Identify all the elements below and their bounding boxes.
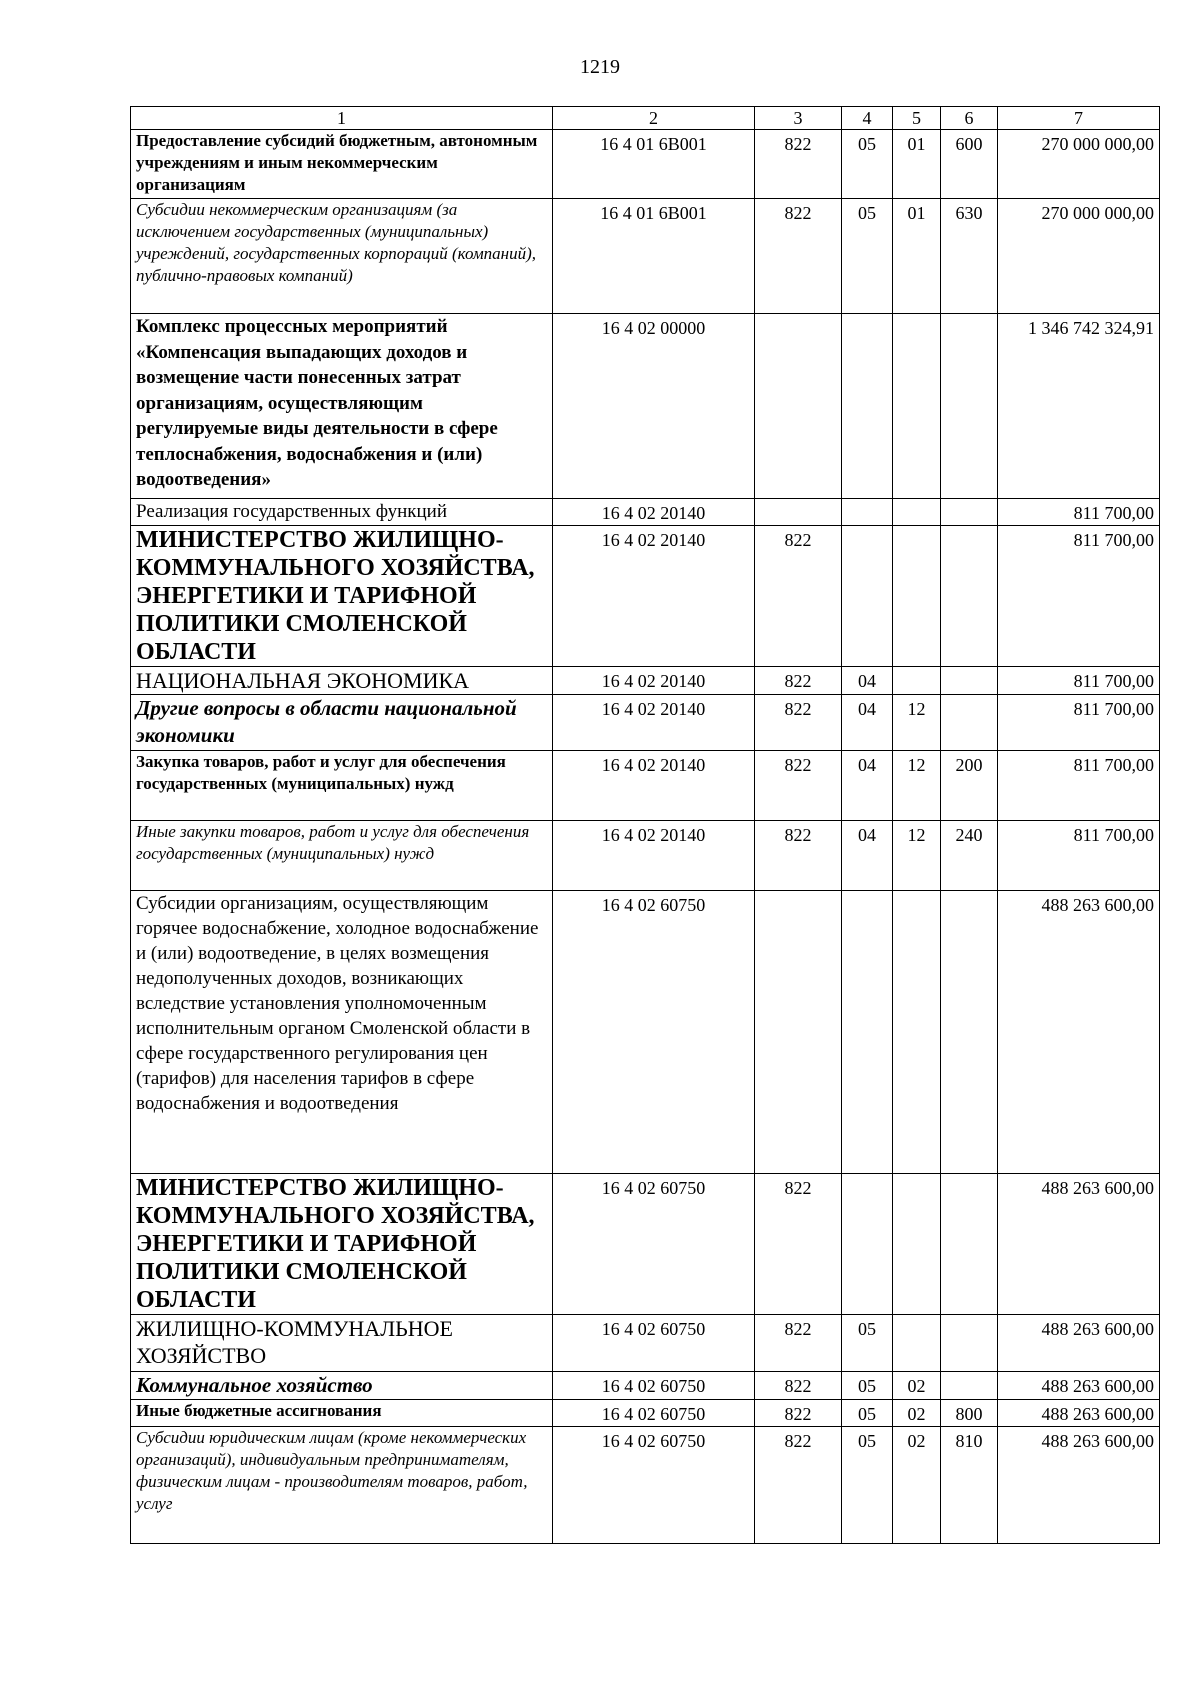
subsection-code: 12 (907, 825, 926, 845)
section-code (847, 499, 887, 501)
target-code: 16 4 02 20140 (601, 755, 706, 775)
dept-code: 822 (784, 1376, 812, 1396)
expense-type-code (946, 1174, 992, 1176)
expense-type-code (946, 499, 992, 501)
dept-code: 822 (784, 1178, 812, 1198)
subsection-code (898, 526, 935, 528)
target-code: 16 4 02 20140 (601, 503, 706, 523)
amount: 811 700,00 (1073, 671, 1154, 691)
amount: 488 263 600,00 (1041, 1319, 1154, 1339)
table-row (131, 1315, 1160, 1372)
table-row (131, 314, 1160, 499)
amount: 488 263 600,00 (1041, 1178, 1154, 1198)
dept-code: 822 (784, 1431, 812, 1451)
row-name: Субсидии организациям, осуществляющим горячее водоснабжение, холодное водоснабжение и (или) водоотведение, в целях возмещения недополученных доходов, возникающих вследствие установления уполномоченным исполнительным органом Смоленской области в сфере государственного регулирования цен (тарифов) для населения тарифов в сфере водоснабжения и водоотведения (131, 891, 553, 1174)
target-code: 16 4 02 60750 (601, 895, 706, 915)
subsection-code: 02 (907, 1404, 926, 1424)
row-name: Предоставление субсидий бюджетным, автономным учреждениям и иным некоммерческим организациям (131, 130, 553, 199)
expense-type-code (946, 314, 992, 316)
expense-type-code (946, 695, 992, 697)
dept-code: 822 (784, 671, 812, 691)
subsection-code: 01 (907, 203, 926, 223)
subsection-code: 02 (907, 1376, 926, 1396)
row-name: Субсидии некоммерческим организациям (за исключением государственных (муниципальных) учреждений, государственных корпораций (компаний), публично-правовых компаний) (131, 199, 553, 314)
subsection-code (898, 667, 935, 669)
target-code: 16 4 01 6В001 (600, 134, 707, 154)
amount: 488 263 600,00 (1041, 1404, 1154, 1424)
dept-code: 822 (784, 203, 812, 223)
section-code (847, 1174, 887, 1176)
column-header: 2 (553, 107, 755, 130)
target-code: 16 4 02 20140 (601, 699, 706, 719)
dept-code: 822 (784, 699, 812, 719)
column-header: 6 (941, 107, 998, 130)
expense-type-code (946, 667, 992, 669)
table-row (131, 891, 1160, 1174)
expense-type-code: 630 (955, 203, 983, 223)
table-row (131, 526, 1160, 667)
column-header: 5 (893, 107, 941, 130)
section-code (847, 314, 887, 316)
table-row (131, 751, 1160, 821)
subsection-code: 12 (907, 755, 926, 775)
dept-code: 822 (784, 1404, 812, 1424)
dept-code: 822 (784, 755, 812, 775)
target-code: 16 4 02 20140 (601, 530, 706, 550)
dept-code: 822 (784, 134, 812, 154)
row-name: ЖИЛИЩНО-КОММУНАЛЬНОЕ ХОЗЯЙСТВО (131, 1315, 553, 1372)
row-name: Иные закупки товаров, работ и услуг для обеспечения государственных (муниципальных) нужд (131, 821, 553, 891)
row-name: МИНИСТЕРСТВО ЖИЛИЩНО-КОММУНАЛЬНОГО ХОЗЯЙСТВА, ЭНЕРГЕТИКИ И ТАРИФНОЙ ПОЛИТИКИ СМОЛЕНСКОЙ ОБЛАСТИ (131, 526, 553, 667)
target-code: 16 4 02 20140 (601, 671, 706, 691)
dept-code (760, 499, 836, 501)
expense-type-code (946, 526, 992, 528)
target-code: 16 4 02 00000 (601, 318, 706, 338)
section-code (847, 891, 887, 893)
table-row (131, 1427, 1160, 1544)
dept-code: 822 (784, 530, 812, 550)
subsection-code: 01 (907, 134, 926, 154)
section-code: 05 (858, 1376, 876, 1396)
section-code: 05 (858, 1404, 876, 1424)
expense-type-code: 810 (955, 1431, 983, 1451)
target-code: 16 4 01 6В001 (600, 203, 707, 223)
expense-type-code (946, 1372, 992, 1374)
row-name: Закупка товаров, работ и услуг для обеспечения государственных (муниципальных) нужд (131, 751, 553, 821)
section-code: 05 (858, 1319, 876, 1339)
subsection-code: 12 (907, 699, 926, 719)
table-row (131, 1372, 1160, 1400)
amount: 1 346 742 324,91 (1028, 318, 1154, 338)
budget-table (130, 106, 1160, 1544)
section-code: 05 (858, 1431, 876, 1451)
subsection-code: 02 (907, 1431, 926, 1451)
page-number: 1219 (580, 56, 620, 78)
expense-type-code: 600 (955, 134, 983, 154)
target-code: 16 4 02 60750 (601, 1319, 706, 1339)
row-name: Комплекс процессных мероприятий «Компенсация выпадающих доходов и возмещение части понесенных затрат организациям, осуществляющим регулируемые виды деятельности в сфере теплоснабжения, водоснабжения и (или) водоотведения» (131, 314, 553, 499)
section-code (847, 526, 887, 528)
table-header-row (131, 107, 1160, 130)
dept-code (760, 891, 836, 893)
column-header: 7 (998, 107, 1160, 130)
row-name: Коммунальное хозяйство (131, 1372, 553, 1400)
target-code: 16 4 02 60750 (601, 1431, 706, 1451)
row-name: Субсидии юридическим лицам (кроме некоммерческих организаций), индивидуальным предпринимателям, физическим лицам - производителям товаров, работ, услуг (131, 1427, 553, 1544)
column-header: 1 (131, 107, 553, 130)
dept-code: 822 (784, 1319, 812, 1339)
column-header: 3 (755, 107, 842, 130)
row-name: Иные бюджетные ассигнования (131, 1400, 553, 1427)
subsection-code (898, 499, 935, 501)
section-code: 04 (858, 825, 876, 845)
target-code: 16 4 02 20140 (601, 825, 706, 845)
section-code: 04 (858, 671, 876, 691)
amount: 270 000 000,00 (1041, 134, 1154, 154)
amount: 270 000 000,00 (1041, 203, 1154, 223)
section-code: 04 (858, 755, 876, 775)
subsection-code (898, 1174, 935, 1176)
dept-code: 822 (784, 825, 812, 845)
expense-type-code: 800 (955, 1404, 983, 1424)
amount: 811 700,00 (1073, 503, 1154, 523)
row-name: Реализация государственных функций (131, 499, 553, 526)
column-header: 4 (842, 107, 893, 130)
target-code: 16 4 02 60750 (601, 1178, 706, 1198)
amount: 811 700,00 (1073, 699, 1154, 719)
target-code: 16 4 02 60750 (601, 1376, 706, 1396)
amount: 488 263 600,00 (1041, 895, 1154, 915)
section-code: 04 (858, 699, 876, 719)
table-row (131, 199, 1160, 314)
expense-type-code (946, 1315, 992, 1317)
table-row (131, 499, 1160, 526)
dept-code (760, 314, 836, 316)
table-row (131, 821, 1160, 891)
amount: 811 700,00 (1073, 825, 1154, 845)
expense-type-code: 200 (955, 755, 983, 775)
subsection-code (898, 891, 935, 893)
section-code: 05 (858, 203, 876, 223)
target-code: 16 4 02 60750 (601, 1404, 706, 1424)
table-row (131, 130, 1160, 199)
table-row (131, 1400, 1160, 1427)
row-name: НАЦИОНАЛЬНАЯ ЭКОНОМИКА (131, 667, 553, 695)
expense-type-code: 240 (955, 825, 983, 845)
amount: 811 700,00 (1073, 530, 1154, 550)
subsection-code (898, 1315, 935, 1317)
table-row (131, 1174, 1160, 1315)
expense-type-code (946, 891, 992, 893)
amount: 811 700,00 (1073, 755, 1154, 775)
row-name: МИНИСТЕРСТВО ЖИЛИЩНО-КОММУНАЛЬНОГО ХОЗЯЙСТВА, ЭНЕРГЕТИКИ И ТАРИФНОЙ ПОЛИТИКИ СМОЛЕНСКОЙ ОБЛАСТИ (131, 1174, 553, 1315)
table-row (131, 667, 1160, 695)
table-row (131, 695, 1160, 751)
section-code: 05 (858, 134, 876, 154)
amount: 488 263 600,00 (1041, 1376, 1154, 1396)
row-name: Другие вопросы в области национальной экономики (131, 695, 553, 751)
subsection-code (898, 314, 935, 316)
amount: 488 263 600,00 (1041, 1431, 1154, 1451)
